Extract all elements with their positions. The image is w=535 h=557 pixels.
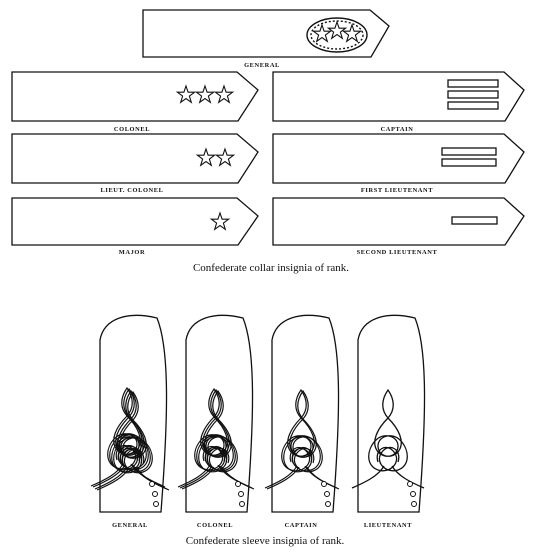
button-icon [325,492,330,497]
button-icon [239,492,244,497]
button-icon [154,502,159,507]
bar-icon [442,148,496,155]
button-icon [153,492,158,497]
button-icon [150,482,155,487]
bar-icon [442,159,496,166]
collar-major [12,198,258,256]
collar-lieut-colonel [12,134,258,194]
bar-icon [448,91,498,98]
collar-label-major: MAJOR [118,249,146,256]
collar-label-second-lieutenant: SECOND LIEUTENANT [356,249,438,256]
collar-label-lieut-colonel: LIEUT. COLONEL [100,187,164,194]
sleeve-captain [265,315,339,529]
sleeve-caption: Confederate sleeve insignia of rank. [185,535,345,547]
collar-first-lieutenant [273,134,524,194]
sleeve-label-colonel: COLONEL [196,522,234,529]
bar-icon [452,217,497,224]
button-icon [412,502,417,507]
button-icon [326,502,331,507]
collar-general [143,10,389,69]
sleeve-colonel [178,315,254,529]
bar-icon [448,80,498,87]
button-icon [408,482,413,487]
button-icon [322,482,327,487]
collar-second-lieutenant [273,198,524,256]
button-icon [236,482,241,487]
sleeve-label-general: GENERAL [112,522,148,529]
collar-label-first-lieutenant: FIRST LIEUTENANT [360,187,434,194]
collar-label-colonel: COLONEL [113,126,151,133]
sleeve-label-lieutenant: LIEUTENANT [363,522,413,529]
bar-icon [448,102,498,109]
button-icon [240,502,245,507]
collar-colonel [12,72,258,133]
collar-label-captain: CAPTAIN [380,126,414,133]
button-icon [411,492,416,497]
sleeve-general [91,315,169,529]
sleeve-label-captain: CAPTAIN [284,522,318,529]
collar-caption: Confederate collar insignia of rank. [192,262,350,274]
collar-label-general: GENERAL [244,62,280,69]
sleeve-lieutenant [352,315,425,529]
collar-captain [273,72,524,133]
